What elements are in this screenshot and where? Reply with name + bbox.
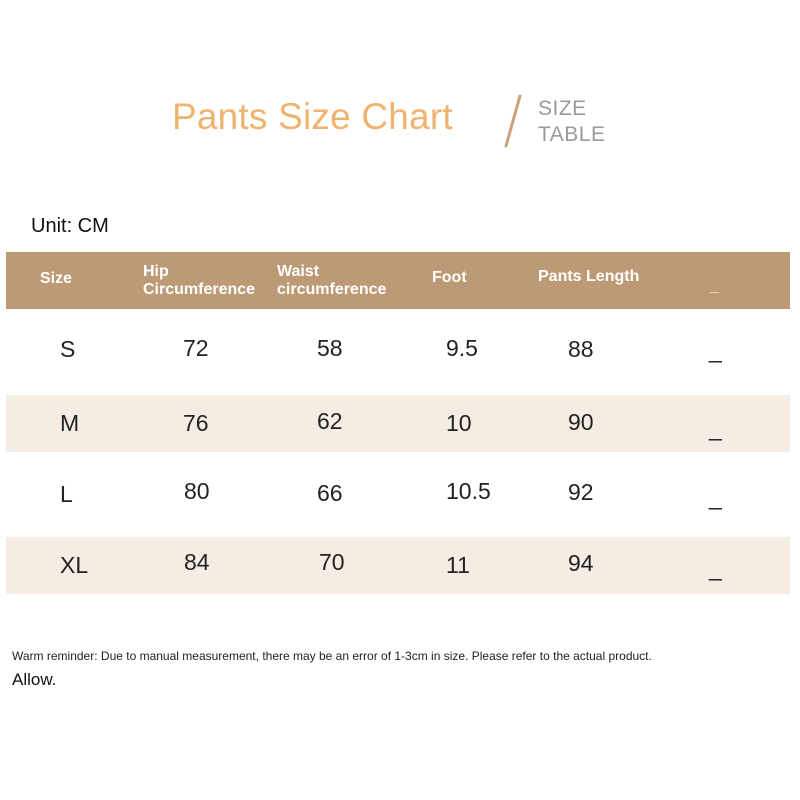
- subtitle-line-2: TABLE: [538, 123, 606, 146]
- table-row: [6, 537, 790, 594]
- cell-waist: 62: [317, 408, 343, 434]
- cell-foot: 11: [446, 552, 470, 578]
- cell-size: M: [60, 410, 80, 436]
- divider-slash-icon: [498, 92, 528, 150]
- unit-label: Unit: CM: [31, 215, 109, 237]
- cell-extra: _: [709, 555, 722, 581]
- subtitle-line-1: SIZE: [538, 97, 587, 120]
- cell-hip: 72: [183, 335, 209, 361]
- cell-length: 94: [568, 550, 594, 576]
- subtitle: [538, 96, 605, 148]
- note-allow: Allow.: [12, 670, 57, 689]
- header-hip-line-2: Circumference: [143, 281, 256, 298]
- cell-hip: 84: [184, 549, 210, 575]
- cell-size: XL: [60, 552, 89, 578]
- size-table: [6, 252, 790, 594]
- header-extra: _: [710, 278, 719, 295]
- page-title: Pants Size Chart: [172, 96, 453, 137]
- cell-extra: _: [709, 337, 722, 363]
- cell-extra: _: [709, 415, 722, 441]
- table-row: [6, 395, 790, 452]
- table-row: [6, 466, 790, 523]
- header-size: Size: [40, 270, 73, 287]
- cell-waist: 58: [317, 335, 343, 361]
- header-foot: Foot: [432, 269, 467, 286]
- cell-foot: 10.5: [446, 478, 491, 504]
- table-header: [6, 252, 790, 309]
- cell-waist: 70: [319, 549, 345, 575]
- cell-hip: 76: [183, 410, 209, 436]
- header-hip: [143, 263, 255, 299]
- cell-length: 92: [568, 479, 594, 505]
- cell-size: L: [60, 481, 73, 507]
- cell-size: S: [60, 336, 76, 362]
- header-pants-length: Pants Length: [538, 268, 640, 285]
- table-row: [6, 311, 790, 381]
- cell-foot: 9.5: [446, 335, 478, 361]
- cell-length: 88: [568, 336, 594, 362]
- header-hip-line-1: Hip: [143, 263, 169, 280]
- cell-length: 90: [568, 409, 594, 435]
- header-waist-line-1: Waist: [277, 263, 320, 280]
- cell-extra: _: [709, 484, 722, 510]
- cell-hip: 80: [184, 478, 210, 504]
- cell-foot: 10: [446, 410, 472, 436]
- warm-reminder-note: Warm reminder: Due to manual measurement, there may be an error of 1-3cm in size. Please refer to the actual product.: [12, 649, 652, 663]
- header-waist-line-2: circumference: [277, 281, 387, 298]
- header-waist: [277, 263, 386, 299]
- cell-waist: 66: [317, 480, 343, 506]
